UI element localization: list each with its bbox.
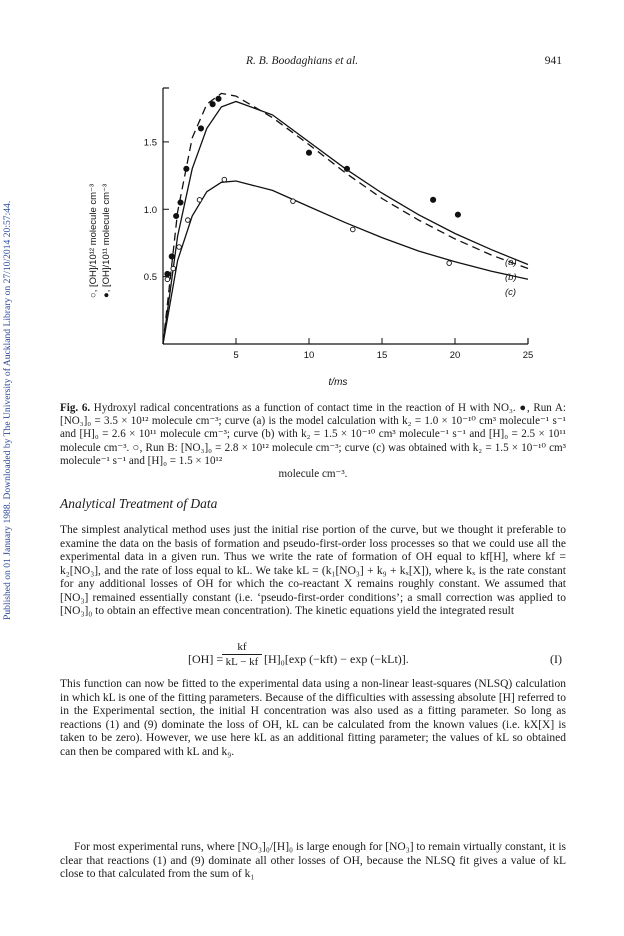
data-point-filled	[165, 271, 170, 276]
model-curves	[163, 93, 528, 344]
figure-caption-last-line: molecule cm⁻³.	[278, 468, 348, 481]
equation-numerator: kf	[222, 640, 262, 655]
equation-rhs: [H]₀[exp (−kft) − exp (−kLt)].	[264, 652, 409, 666]
data-point-open	[165, 277, 170, 282]
x-tick-label: 5	[233, 350, 239, 361]
data-point-open	[291, 199, 296, 204]
axis-ticks	[144, 137, 534, 361]
data-point-open	[197, 198, 202, 203]
figure-caption	[60, 402, 566, 481]
curve-label-a: (a)	[505, 257, 517, 268]
plot-frame	[163, 88, 528, 344]
data-point-filled	[210, 102, 215, 107]
download-watermark	[2, 60, 16, 620]
y-label-filled: ●, [OH]/10¹¹ molecule cm⁻³	[101, 183, 112, 298]
data-point-open	[177, 245, 182, 250]
x-axis-label: t/ms	[328, 377, 348, 388]
data-point-filled	[174, 213, 179, 218]
data-point-filled	[198, 126, 203, 131]
curve-a	[163, 93, 528, 344]
data-point-filled	[431, 197, 436, 202]
data-point-open	[171, 266, 176, 271]
data-point-filled	[169, 254, 174, 259]
data-point-open	[222, 177, 227, 182]
y-tick-label: 1.5	[143, 137, 157, 149]
figure-6-chart	[60, 80, 560, 390]
running-head-authors: R. B. Boodaghians et al.	[246, 55, 359, 67]
paragraph-1: The simplest analytical method uses just the initial rise portion of the curve, but we thought it preferable to examine the data on the basis of formation and pseudo-first-order loss processes so that we could use all the experimental data in a given run. Thus we write the rate of formation of OH equal to kf[H], where kf = k₂[NO₃], and the rate of loss equal to kL. We take kL = (k₁[NO₃] + k₉ + kₓ[X]), where kₓ is the rate constant for any additional losses of OH for which the co-reactant X remains roughly constant. We assumed that [NO₃] remained essentially constant (i.e. ‘pseudo-first-order conditions’; a small correction was applied to [NO₃]₀ to obtain an effective mean concentration). The kinetic equations yield the integrated result	[60, 524, 566, 617]
data-point-filled	[178, 200, 183, 205]
y-axis-labels	[88, 184, 112, 298]
data-point-filled	[344, 166, 349, 171]
download-watermark-text: Published on 01 January 1988. Downloaded by The University of Auckland Library on 27/10/2014 20:57:44.	[2, 200, 13, 620]
equation-number: (I)	[550, 652, 562, 666]
y-tick-label: 0.5	[143, 272, 157, 284]
equation-1	[0, 640, 624, 674]
equation-lhs: [OH] =	[188, 652, 224, 666]
figure-label: Fig. 6.	[60, 402, 91, 414]
x-tick-label: 20	[449, 350, 461, 361]
data-point-filled	[455, 212, 460, 217]
paragraph-3: For most experimental runs, where [NO₃]₀/[H]₀ is large enough for [NO₃] to remain virtually constant, it is clear that reactions (1) and (9) dominate all other losses of OH, because the NLSQ fit gives a value of kL close to that calculated from the sum of k₁	[60, 841, 566, 880]
y-label-open: ○, [OH]/10¹² molecule cm⁻³	[88, 183, 99, 298]
data-point-open	[447, 261, 452, 266]
x-tick-label: 25	[522, 350, 534, 361]
data-point-filled	[216, 96, 221, 101]
x-tick-label: 15	[376, 350, 388, 361]
data-point-filled	[306, 150, 311, 155]
equation-denominator: kL − kf	[225, 656, 259, 668]
equation-fraction	[222, 640, 262, 669]
data-point-open	[186, 218, 191, 223]
x-tick-label: 10	[303, 350, 315, 361]
curve-label-c: (c)	[505, 287, 517, 298]
curve-label-b: (b)	[505, 272, 517, 283]
curve-c	[163, 181, 528, 344]
page-number: 941	[544, 55, 562, 67]
section-title: Analytical Treatment of Data	[60, 496, 218, 511]
y-tick-label: 1.0	[143, 204, 157, 216]
data-point-open	[351, 227, 356, 232]
figure-caption-body: Hydroxyl radical concentrations as a function of contact time in the reaction of H with NO₃. ●, Run A: [NO₃]₀ = 3.5 × 10¹² molecule cm⁻³; curve (a) is the model calculation with k₂ = 1.0 × 10⁻¹⁰ cm³ molecule⁻¹ s⁻¹ and [H]₀ = 2.6 × 10¹¹ molecule cm⁻³; curve (b) with k₂ = 1.5 × 10⁻¹⁰ cm³ molecule⁻¹ s⁻¹ and [H]₀ = 2.5 × 10¹¹ molecule cm⁻³. ○, Run B: [NO₃]₀ = 2.8 × 10¹² molecule cm⁻³; curve (c) was obtained with k₂ = 1.5 × 10⁻¹⁰ cm³ molecule⁻¹ s⁻¹ and [H]₀ = 1.5 × 10¹²	[60, 402, 566, 467]
data-point-filled	[184, 166, 189, 171]
paragraph-2: This function can now be fitted to the experimental data using a non-linear least-squares (NLSQ) calculation in which kL is one of the fitting parameters. Because of the difficulties with assessing absolute [H] referred to in the Experimental section, the initial H concentration was also used as a fitting parameter. So long as reactions (1) and (9) dominate the loss of OH, kL can be calculated from the known values (i.e. kX[X] is taken to be zero). However, we use here kL as an additional fitting parameter; the values of kL so obtained can then be compared with kL and k₉.	[60, 678, 566, 758]
